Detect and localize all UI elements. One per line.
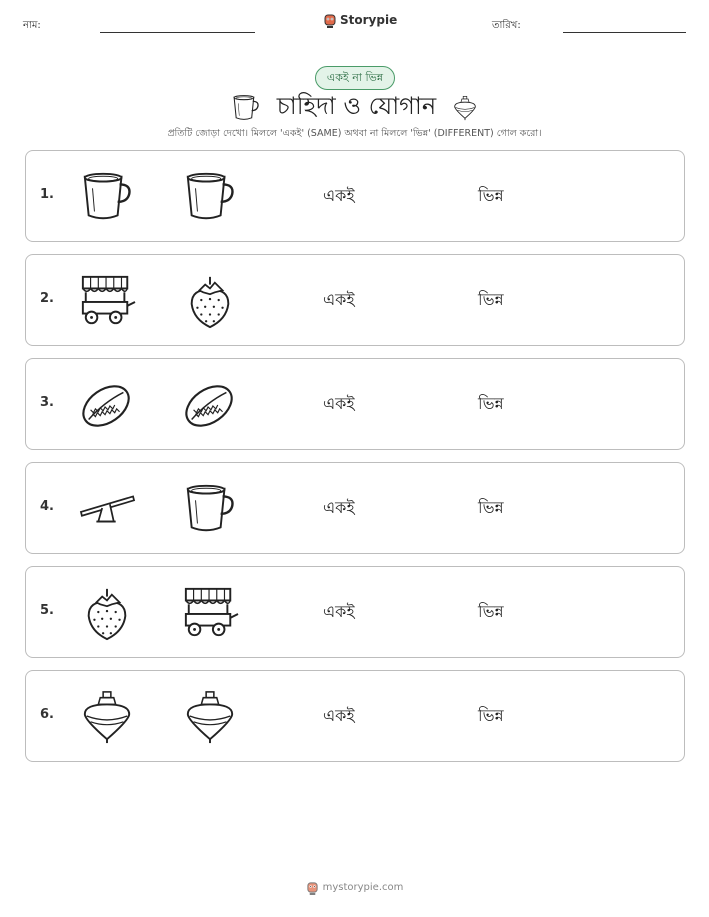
- different-option[interactable]: ভিন্ন: [478, 290, 504, 309]
- cup-icon: [181, 481, 239, 537]
- cup-icon: [231, 93, 261, 123]
- strawberry-icon: [181, 273, 239, 329]
- question-number: 5.: [40, 603, 54, 618]
- market-stall-icon: [181, 585, 239, 641]
- name-line[interactable]: [100, 32, 255, 33]
- spinning-top-icon: [181, 689, 239, 745]
- different-option[interactable]: ভিন্ন: [478, 706, 504, 725]
- different-option[interactable]: ভিন্ন: [478, 602, 504, 621]
- cowrie-shell-icon: [78, 377, 136, 433]
- question-number: 3.: [40, 395, 54, 410]
- same-option[interactable]: একই: [323, 186, 355, 205]
- footer-site-link[interactable]: mystorypie.com: [322, 882, 404, 893]
- question-row: [25, 670, 685, 762]
- seesaw-icon: [78, 481, 136, 537]
- cup-icon: [181, 169, 239, 225]
- different-option[interactable]: ভিন্ন: [478, 498, 504, 517]
- same-option[interactable]: একই: [323, 498, 355, 517]
- question-number: 4.: [40, 499, 54, 514]
- date-label: তারিখ:: [492, 20, 521, 31]
- topic-tag: একই না ভিন্ন: [315, 66, 395, 90]
- name-label: নাম:: [23, 20, 41, 31]
- spinning-top-icon: [452, 93, 478, 123]
- page-title: চাহিদা ও যোগান: [276, 92, 437, 120]
- different-option[interactable]: ভিন্ন: [478, 186, 504, 205]
- market-stall-icon: [78, 273, 136, 329]
- question-row: [25, 462, 685, 554]
- same-option[interactable]: একই: [323, 706, 355, 725]
- question-row: [25, 150, 685, 242]
- storypie-mascot-icon: [323, 12, 337, 28]
- cowrie-shell-icon: [181, 377, 239, 433]
- storypie-mascot-icon: [306, 880, 319, 895]
- different-option[interactable]: ভিন্ন: [478, 394, 504, 413]
- question-row: [25, 254, 685, 346]
- question-number: 1.: [40, 187, 54, 202]
- question-number: 6.: [40, 707, 54, 722]
- strawberry-icon: [78, 585, 136, 641]
- brand-name: Storypie: [340, 13, 398, 27]
- same-option[interactable]: একই: [323, 394, 355, 413]
- footer: [0, 880, 709, 895]
- spinning-top-icon: [78, 689, 136, 745]
- same-option[interactable]: একই: [323, 602, 355, 621]
- title-row: [0, 88, 709, 128]
- question-row: [25, 358, 685, 450]
- brand-logo: [323, 12, 397, 28]
- question-row: [25, 566, 685, 658]
- question-number: 2.: [40, 291, 54, 306]
- same-option[interactable]: একই: [323, 290, 355, 309]
- instruction-text: প্রতিটি জোড়া দেখো। মিললে 'একই' (SAME) অথবা না মিললে 'ভিন্ন' (DIFFERENT) গোল করো।: [167, 128, 542, 139]
- date-line[interactable]: [563, 32, 686, 33]
- cup-icon: [78, 169, 136, 225]
